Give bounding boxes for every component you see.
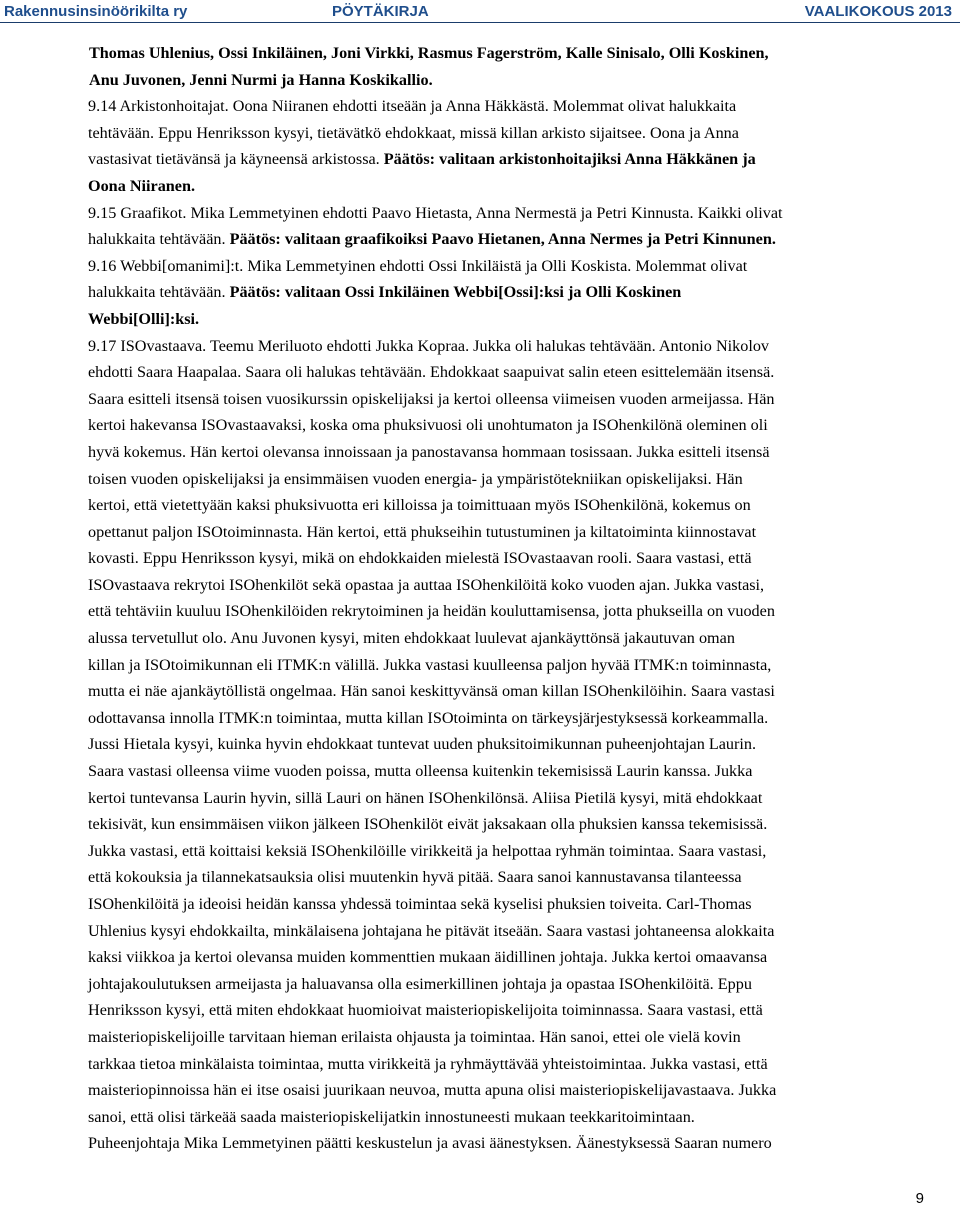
minutes-text: 9.16 Webbi[omanimi]:t. Mika Lemmetyinen ehdotti Ossi Inkiläistä ja Olli Koskista. Molemmat olivat — [88, 256, 748, 275]
agenda-item-line — [88, 439, 955, 466]
document-body — [89, 40, 955, 1157]
minutes-text: tarkkaa tietoa minkälaista toimintaa, mutta virikkeitä ja ryhmäyttävää yhteistoimintaa. Jukka vastasi, että — [88, 1054, 768, 1073]
minutes-text: Jukka vastasi, että koittaisi keksiä ISOhenkilöille virikkeitä ja helpottaa ryhmän toimintaa. Saara vastasi, — [88, 841, 767, 860]
minutes-text: Jussi Hietala kysyi, kuinka hyvin ehdokkaat tuntevat uuden phuksitoimikunnan puheenjohtajan Laurin. — [88, 735, 757, 754]
agenda-item-line — [88, 226, 955, 253]
decision-text: Oona Niiranen. — [88, 176, 196, 195]
agenda-item-line — [88, 572, 955, 599]
minutes-text: 9.14 Arkistonhoitajat. Oona Niiranen ehdotti itseään ja Anna Häkkästä. Molemmat olivat halukkaita — [88, 97, 737, 116]
agenda-item-line — [88, 173, 955, 200]
agenda-item-line — [88, 545, 955, 572]
decision-text: Päätös: valitaan graafikoiksi Paavo Hietanen, Anna Nermes ja Petri Kinnunen. — [229, 230, 776, 249]
minutes-text: odottavansa innolla ITMK:n toimintaa, mutta killan ISOtoiminta on tärkeysjärjestyksessä korkeammalla. — [88, 708, 769, 727]
minutes-text: ISOvastaava rekrytoi ISOhenkilöt sekä opastaa ja auttaa ISOhenkilöitä koko vuoden ajan. Jukka vastasi, — [88, 575, 765, 594]
agenda-items — [89, 93, 955, 1157]
minutes-text: maisteriopiskelijoille tarvitaan hieman erilaista ohjausta ja toimintaa. Hän sanoi, ettei ole vielä kovin — [88, 1027, 741, 1046]
minutes-text: 9.17 ISOvastaava. Teemu Meriluoto ehdotti Jukka Kopraa. Jukka oli halukas tehtävään. Antonio Nikolov — [88, 336, 770, 355]
agenda-item-line — [88, 758, 955, 785]
agenda-item-line — [88, 466, 955, 493]
agenda-item-line — [88, 997, 955, 1024]
agenda-item-line — [88, 705, 955, 732]
agenda-item — [88, 93, 955, 199]
minutes-text: vastasivat tietävänsä ja käyneensä arkistossa. — [88, 150, 384, 169]
minutes-text: Henriksson kysyi, että miten ehdokkaat huomioivat maisteriopiskelijoita toiminnassa. Saara vastasi, että — [88, 1001, 763, 1020]
minutes-text: että kokouksia ja tilannekatsauksia olisi muutenkin hyvä pitää. Saara sanoi kannustavansa tilanteessa — [88, 868, 742, 887]
minutes-text: Puheenjohtaja Mika Lemmetyinen päätti keskustelun ja avasi äänestyksen. Äänestyksessä Saaran numero — [88, 1134, 772, 1153]
agenda-item-line — [88, 891, 955, 918]
agenda-item-line — [88, 918, 955, 945]
minutes-text: kertoi, että vietettyään kaksi phuksivuotta eri killoissa ja toimittuaan myös ISOhenkilönä, kokemus on — [88, 496, 751, 515]
agenda-item-line — [88, 279, 955, 306]
intro-line: Thomas Uhlenius, Ossi Inkiläinen, Joni Virkki, Rasmus Fagerström, Kalle Sinisalo, Olli Koskinen, — [89, 44, 769, 62]
agenda-item-line — [88, 811, 955, 838]
page-number: 9 — [915, 1190, 924, 1207]
minutes-text: maisteriopinnoissa hän ei itse osaisi juurikaan neuvoa, mutta apuna olisi maisteriopiskelijavastaava. Jukka — [88, 1081, 777, 1100]
minutes-text: kaksi viikkoa ja kertoi olevansa muiden kommenttien mukaan äidillinen johtaja. Jukka kertoi omaavansa — [88, 948, 768, 967]
agenda-item-line — [88, 1104, 955, 1131]
agenda-item-line — [88, 146, 955, 173]
agenda-item-line — [88, 598, 955, 625]
agenda-item-line — [88, 359, 955, 386]
minutes-text: Saara esitteli itsensä toisen vuosikurssin opiskelijaksi ja kertoi olleensa viimeisen vuoden armeijassa. Hän — [88, 389, 775, 408]
minutes-text: ISOhenkilöitä ja ideoisi heidän kanssa yhdessä toimintaa sekä kyselisi phuksien toiveita. Carl-Thomas — [88, 895, 752, 913]
agenda-item-line — [88, 1051, 955, 1078]
intro-paragraph — [89, 40, 955, 93]
minutes-text: että tehtäviin kuuluu ISOhenkilöiden rekrytoiminen ja heidän kouluttamisensa, jotta phukseilla on vuoden — [88, 602, 775, 621]
minutes-text: tehtävään. Eppu Henriksson kysyi, tietävätkö ehdokkaat, missä killan arkisto sijaitsee. Oona ja Anna — [88, 123, 739, 142]
minutes-text: ehdotti Saara Haapalaa. Saara oli halukas tehtävään. Ehdokkaat saapuivat salin eteen esittelemään itsensä. — [88, 363, 775, 382]
agenda-item — [88, 200, 955, 253]
agenda-item — [88, 253, 955, 333]
minutes-text: tekisivät, kun ensimmäisen viikon jälkeen ISOhenkilöt eivät jaksakaan olla phuksien kanssa tekemisissä. — [88, 815, 768, 834]
minutes-text: halukkaita tehtävään. — [88, 283, 230, 302]
minutes-text: Uhlenius kysyi ehdokkailta, minkälaisena johtajana he pitävät itseään. Saara vastasi johtaneensa alokkaita — [88, 921, 775, 940]
agenda-item-line — [88, 200, 955, 227]
page-header — [0, 0, 960, 23]
minutes-text: kertoi hakevansa ISOvastaavaksi, koska oma phuksivuosi oli unohtumaton ja ISOhenkilönä oleminen oli — [88, 416, 768, 435]
agenda-item-line — [88, 120, 955, 147]
header-document-type: PÖYTÄKIRJA — [332, 3, 429, 20]
agenda-item-line — [88, 971, 955, 998]
header-meeting-title: VAALIKOKOUS 2013 — [804, 3, 952, 20]
agenda-item-line — [88, 519, 955, 546]
minutes-text: toisen vuoden opiskelijaksi ja ensimmäisen vuoden energia- ja ympäristötekniikan opiskelijaksi. Hän — [88, 469, 743, 488]
agenda-item-line — [88, 306, 955, 333]
agenda-item-line — [88, 785, 955, 812]
agenda-item-line — [88, 253, 955, 280]
agenda-item-line — [88, 412, 955, 439]
agenda-item-line — [88, 1077, 955, 1104]
minutes-text: kertoi tuntevansa Laurin hyvin, sillä Lauri on hänen ISOhenkilönsä. Aliisa Pietilä kysyi, mitä ehdokkaat — [88, 788, 763, 807]
minutes-text: johtajakoulutuksen armeijasta ja haluavansa olla esimerkillinen johtaja ja opastaa ISOhenkilöitä. Eppu — [88, 974, 752, 993]
minutes-text: opettanut paljon ISOtoiminnasta. Hän kertoi, että phukseihin tutustuminen ja kiltatoiminta kiinnostavat — [88, 522, 757, 541]
agenda-item-line — [88, 93, 955, 120]
decision-text: Päätös: valitaan arkistonhoitajiksi Anna Häkkänen ja — [383, 150, 756, 169]
intro-line: Anu Juvonen, Jenni Nurmi ja Hanna Koskikallio. — [89, 70, 433, 89]
minutes-text: alussa tervetullut olo. Anu Juvonen kysyi, miten ehdokkaat luulevat ajankäyttönsä jakautuvan oman — [88, 629, 735, 648]
decision-text: Päätös: valitaan Ossi Inkiläinen Webbi[Ossi]:ksi ja Olli Koskinen — [229, 283, 682, 302]
agenda-item-line — [88, 492, 955, 519]
agenda-item-line — [88, 1130, 955, 1157]
agenda-item-line — [88, 864, 955, 891]
agenda-item-line — [88, 838, 955, 865]
minutes-text: Saara vastasi olleensa viime vuoden poissa, mutta olleensa kuitenkin tekemisissä Laurin kanssa. Jukka — [88, 762, 753, 781]
agenda-item — [88, 333, 955, 1157]
minutes-text: killan ja ISOtoimikunnan eli ITMK:n välillä. Jukka vastasi kuulleensa paljon hyvää ITMK:n toiminnasta, — [88, 655, 772, 674]
header-organization: Rakennusinsinöörikilta ry — [4, 3, 188, 20]
minutes-text: hyvä kokemus. Hän kertoi olevansa innoissaan ja panostavansa hommaan tosissaan. Jukka esitteli itsensä — [88, 442, 770, 461]
agenda-item-line — [88, 944, 955, 971]
agenda-item-line — [88, 386, 955, 413]
agenda-item-line — [88, 625, 955, 652]
agenda-item-line — [88, 1024, 955, 1051]
agenda-item-line — [88, 652, 955, 679]
decision-text: Webbi[Olli]:ksi. — [88, 309, 200, 328]
minutes-text: 9.15 Graafikot. Mika Lemmetyinen ehdotti Paavo Hietasta, Anna Nermestä ja Petri Kinnusta. Kaikki olivat — [88, 203, 783, 222]
minutes-text: mutta ei näe ajankäytöllistä ongelmaa. Hän sanoi keskittyvänsä oman killan ISOhenkilöihin. Saara vastasi — [88, 682, 775, 701]
agenda-item-line — [88, 731, 955, 758]
agenda-item-line — [88, 678, 955, 705]
minutes-text: halukkaita tehtävään. — [88, 230, 230, 249]
minutes-text: kovasti. Eppu Henriksson kysyi, mikä on ehdokkaiden mielestä ISOvastaavan rooli. Saara vastasi, että — [88, 549, 752, 568]
minutes-text: sanoi, että olisi tärkeää saada maisteriopiskelijatkin innostuneesti mukaan teekkaritoimintaan. — [88, 1107, 695, 1126]
agenda-item-line — [88, 333, 955, 360]
